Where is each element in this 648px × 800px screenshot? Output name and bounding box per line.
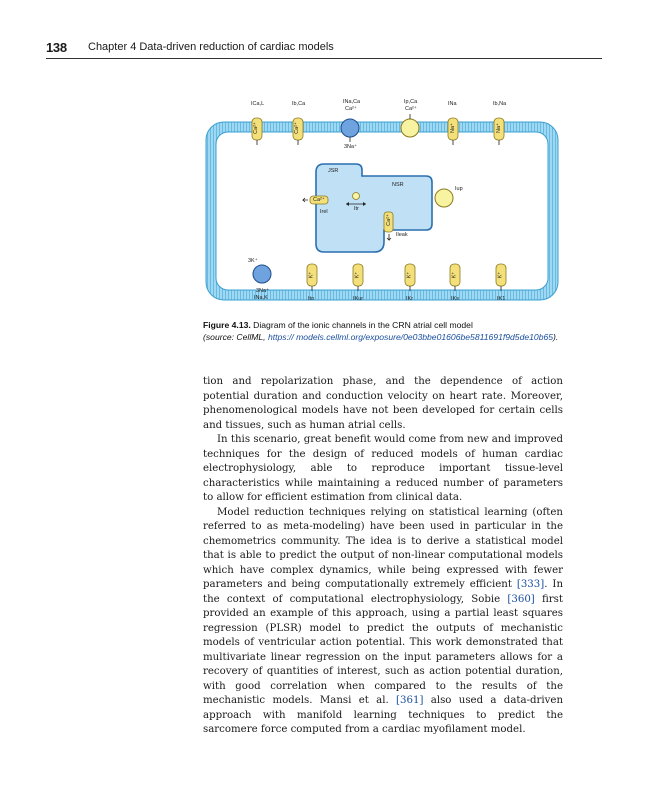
caption-label: Figure 4.13. <box>203 320 251 330</box>
tag-ibca-ca: Ca²⁺ <box>293 122 300 134</box>
running-title: Chapter 4 Data-driven reduction of cardiac models <box>88 41 334 53</box>
caption-text: Diagram of the ionic channels in the CRN atrial cell model <box>250 320 473 330</box>
label-ina: INa <box>448 101 457 107</box>
label-3na: 3Na⁺ <box>344 144 357 150</box>
citation-361[interactable]: [361] <box>396 695 424 706</box>
label-itr: Itr <box>354 206 359 212</box>
calcium-ion <box>353 193 360 200</box>
label-ca2plus-b: Ca²⁺ <box>405 106 417 112</box>
tag-ik1-k: K⁺ <box>497 271 504 279</box>
label-ibca: Ib,Ca <box>292 101 306 107</box>
tag-ical-ca: Ca²⁺ <box>252 122 259 134</box>
p3-part-c: first provided an example of this approach, using a partial least squares regression (PLSR) model to predict the outputs of mechanistic models of ventricular action potential. This work demonstrated that multivariate linear regression on the input parameters allows for a recovery of quantities of interest, such as action potential duration, with good correlation when compared to the results of the mechanistic models. Mansi et al. <box>203 593 563 706</box>
label-sr-channel-ca: Ca²⁺ <box>385 214 392 226</box>
paragraph-1: tion and repolarization phase, and the dependence of action potential duration and conduction velocity on heart rate. Moreover, phenomenological models have not been developed for certain cells and tissues, such as human atrial cells. <box>203 376 563 431</box>
label-inak: INa,K <box>254 295 268 301</box>
tag-ibna-na: Na⁺ <box>495 123 502 133</box>
caption-source-suffix: ). <box>553 332 559 342</box>
caption-link[interactable]: https:// models.cellml.org/exposure/0e03bbe01606be5811691f9d5de10b65 <box>267 332 554 342</box>
label-iup: Iup <box>455 186 463 192</box>
exchanger-naca <box>341 119 359 137</box>
citation-360[interactable]: [360] <box>507 593 535 605</box>
ionic-channels-figure <box>200 88 570 316</box>
citation-333[interactable]: [333] <box>516 579 545 590</box>
label-inaca: INa,Ca <box>343 99 361 105</box>
label-release-ca: Ca²⁺ <box>313 197 325 203</box>
paragraph-2: In this scenario, great benefit would come from new and improved techniques for the design of reduced models of human cardiac electrophysiology, able to reproduce important tissue-level characteristics while maintaining a reduced number of parameters to allow for efficient estimation from clinical data. <box>203 434 563 503</box>
label-ito: Ito <box>308 296 315 302</box>
caption-source-prefix: (source: CellML, <box>203 332 268 342</box>
page-header <box>46 40 602 59</box>
body-text <box>203 375 563 738</box>
label-ikur: IKur <box>353 296 364 302</box>
label-3k: 3K⁺ <box>248 258 258 264</box>
tag-ina-na: Na⁺ <box>449 123 456 133</box>
label-ical: ICa,L <box>251 101 265 107</box>
pump-pca <box>401 119 419 137</box>
tag-ito-k: K⁺ <box>308 271 315 279</box>
label-ibna: Ib,Na <box>493 101 507 107</box>
tag-iks-k: K⁺ <box>451 271 458 279</box>
tag-ikr-k: K⁺ <box>406 271 413 279</box>
label-irel: Irel <box>320 209 328 215</box>
label-ikr: IKr <box>406 296 414 302</box>
p3-part-b: . In the context of computational electrophysiology, Sobie <box>203 579 563 605</box>
p3-part-a: Model reduction techniques relying on statistical learning (often referred to as meta-modeling) have been used in particular in the chemometrics community. The idea is to derive a statistical model that is able to predict the output of non-linear computational models which have complex dynamics, while being expressed with fewer parameters and being computationally extremely efficient <box>203 506 563 590</box>
label-nsr: NSR <box>392 182 404 188</box>
tag-ikur-k: K⁺ <box>354 271 361 279</box>
label-ileak: Ileak <box>396 232 408 238</box>
label-iks: IKs <box>451 296 459 302</box>
label-ca2plus-a: Ca²⁺ <box>345 106 357 112</box>
pump-nak <box>253 265 271 283</box>
figure-caption <box>203 319 563 343</box>
label-ik1: IK1 <box>497 296 506 302</box>
p3-part-d: also used a data-driven approach with manifold learning techniques to predict the sarcomere force computed from a cardiac myofilament model. <box>203 695 564 735</box>
label-jsr: JSR <box>328 168 339 174</box>
page-number: 138 <box>46 40 67 55</box>
label-ipca: Ip,Ca <box>404 99 418 105</box>
label-3na-b: 3Na⁺ <box>256 288 269 294</box>
uptake-pump <box>435 189 453 207</box>
paragraph-3 <box>203 506 563 738</box>
